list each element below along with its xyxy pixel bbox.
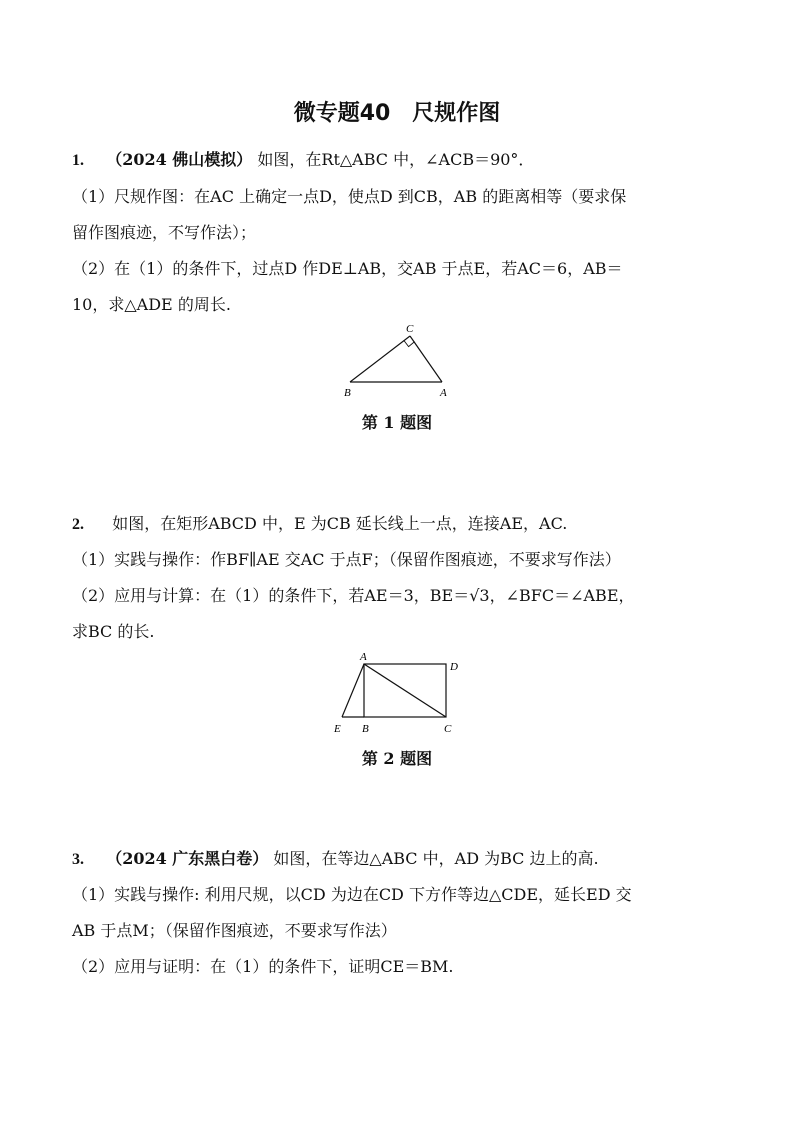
vertex-label-c: C [406,323,414,335]
problem-number: 2. [72,516,84,533]
problem-1-header [72,147,534,170]
problem-source: （2024 佛山模拟） [106,150,253,169]
problem-3-header [72,846,599,869]
segment-ac [364,664,446,717]
problem-text: （2）应用与计算：在（1）的条件下，若AE＝3，BE＝√3，∠BFC＝∠ABE， [72,586,635,605]
problem-text: 求BC 的长. [72,622,155,641]
figure-2-rectangle [330,650,466,738]
problem-2-header [72,511,567,534]
problem-text: 留作图痕迹，不写作法）； [72,223,257,242]
figure-caption: 第 2 题图 [361,749,433,768]
problem-text: 如图，在Rt△ABC 中，∠ACB＝90°． [257,150,535,169]
vertex-label-c: C [444,723,452,735]
figure-caption: 第 1 题图 [361,413,433,432]
problem-text: （2）应用与证明：在（1）的条件下，证明CE＝BM. [72,957,454,976]
problem-text: 如图，在矩形ABCD 中，E 为CB 延长线上一点，连接AE，AC. [112,514,568,533]
vertex-label-d: D [450,661,458,673]
problem-source: （2024 广东黑白卷） [106,849,269,868]
vertex-label-a: A [440,387,447,399]
vertex-label-b: B [362,723,369,735]
page-title: 微专题40 尺规作图 [293,101,501,126]
problem-text: 10，求△ADE 的周长. [72,295,231,314]
figure-1-triangle [338,320,458,402]
problem-text: 如图，在等边△ABC 中，AD 为BC 边上的高. [273,849,599,868]
problem-text: （2）在（1）的条件下，过点D 作DE⊥AB，交AB 于点E，若AC＝6，AB＝ [72,259,623,278]
right-angle-mark [404,341,415,347]
vertex-label-b: B [344,387,351,399]
vertex-label-e: E [334,723,341,735]
segment-ae [342,664,364,717]
side-ca [410,336,442,382]
problem-text: （1）实践与操作：作BF∥AE 交AC 于点F；（保留作图痕迹，不要求写作法） [72,550,621,569]
problem-text: （1）实践与操作: 利用尺规，以CD 为边在CD 下方作等边△CDE，延长ED 交 [72,885,632,904]
problem-text: （1）尺规作图：在AC 上确定一点D，使点D 到CB，AB 的距离相等（要求保 [72,187,627,206]
side-bc [350,336,410,382]
problem-number: 1. [72,152,84,169]
vertex-label-a: A [360,651,367,663]
problem-number: 3. [72,851,84,868]
problem-text: AB 于点M；（保留作图痕迹，不要求写作法） [72,921,397,940]
